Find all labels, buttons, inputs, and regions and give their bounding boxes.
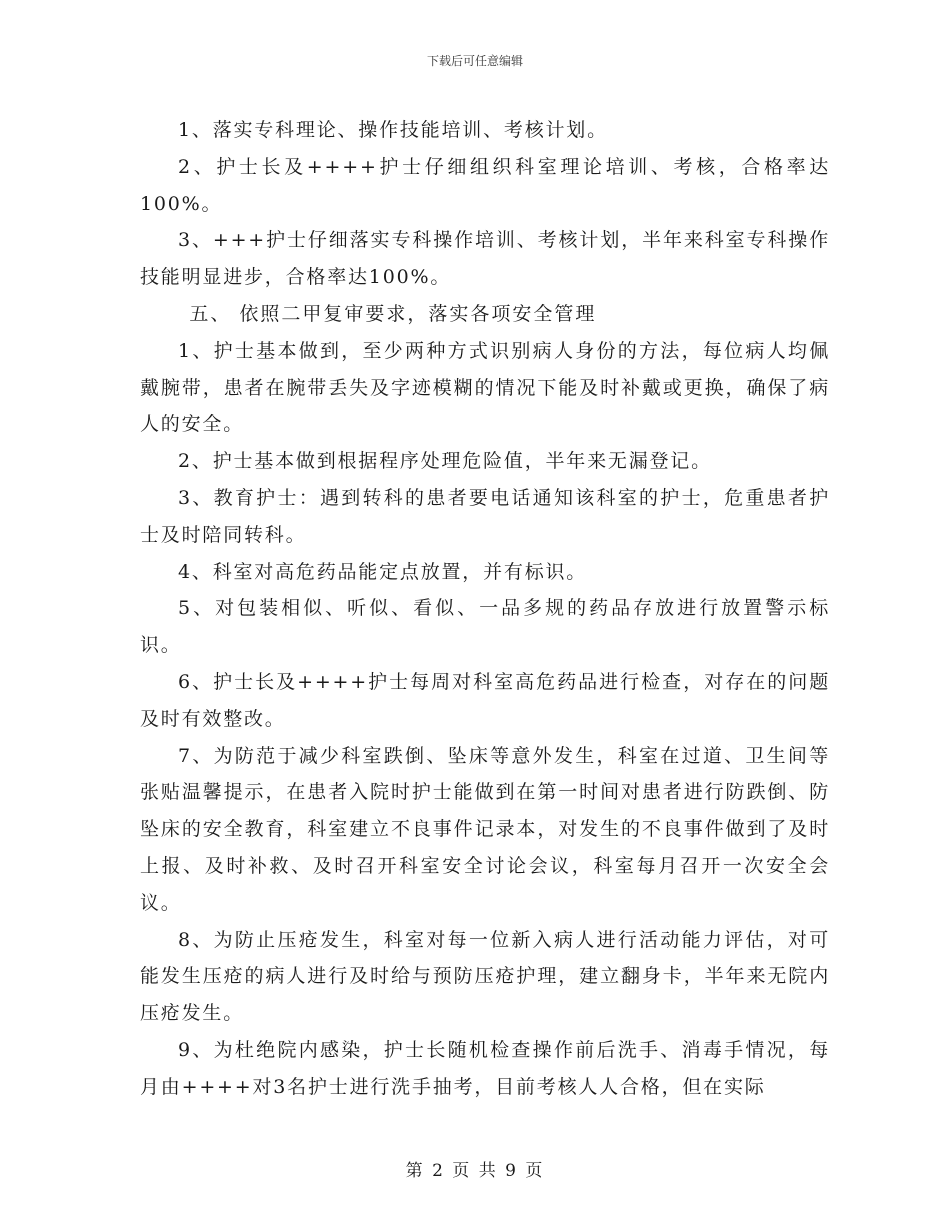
paragraph-item-5-2: 2、护士基本做到根据程序处理危险值，半年来无漏登记。 (178, 450, 712, 473)
page-header: 下载后可任意编辑 (426, 54, 523, 68)
paragraph-item-5-5: 5、对包装相似、听似、看似、一品多规的药品存放进行放置警示标识。 (140, 597, 830, 657)
paragraph-item-5-6: 6、护士长及++++护士每周对科室高危药品进行检查，对存在的问题及时有效整改。 (140, 670, 830, 730)
paragraph-item-1: 1、落实专科理论、操作技能培训、考核计划。 (178, 119, 608, 141)
paragraph-item-5-1: 1、护士基本做到，至少两种方式识别病人身份的方法，每位病人均佩戴腕带，患者在腕带丢失及字迹模糊的情况下能及时补戴或更换，确保了病人的安全。 (140, 339, 830, 436)
document-body (140, 112, 830, 1106)
paragraph-item-5-7: 7、为防范于减少科室跌倒、坠床等意外发生，科室在过道、卫生间等张贴温馨提示，在患者入院时护士能做到在第一时间对患者进行防跌倒、防坠床的安全教育，科室建立不良事件记录本，对发生的不良事件做到了及时上报、及时补救、及时召开科室安全讨论会议，科室每月召开一次安全会议。 (140, 744, 830, 914)
paragraph-item-5-3: 3、教育护士：遇到转科的患者要电话通知该科室的护士，危重患者护士及时陪同转科。 (140, 486, 830, 546)
paragraph-item-5-9: 9、为杜绝院内感染，护士长随机检查操作前后洗手、消毒手情况，每月由++++对3名护士进行洗手抽考，目前考核人人合格，但在实际 (140, 1038, 830, 1098)
paragraph-item-3: 3、+++护士仔细落实专科操作培训、考核计划，半年来科室专科操作技能明显进步，合格率达100%。 (140, 229, 830, 289)
paragraph-item-5-8: 8、为防止压疮发生，科室对每一位新入病人进行活动能力评估，对可能发生压疮的病人进行及时给与预防压疮护理，建立翻身卡，半年来无院内压疮发生。 (140, 928, 830, 1025)
paragraph-item-2: 2、护士长及++++护士仔细组织科室理论培训、考核，合格率达100%。 (140, 155, 830, 215)
page-number: 第 2 页 共 9 页 (405, 1161, 545, 1181)
section-heading-5: 五、 依照二甲复审要求，落实各项安全管理 (189, 302, 597, 325)
paragraph-item-5-4: 4、科室对高危药品能定点放置，并有标识。 (178, 560, 588, 583)
